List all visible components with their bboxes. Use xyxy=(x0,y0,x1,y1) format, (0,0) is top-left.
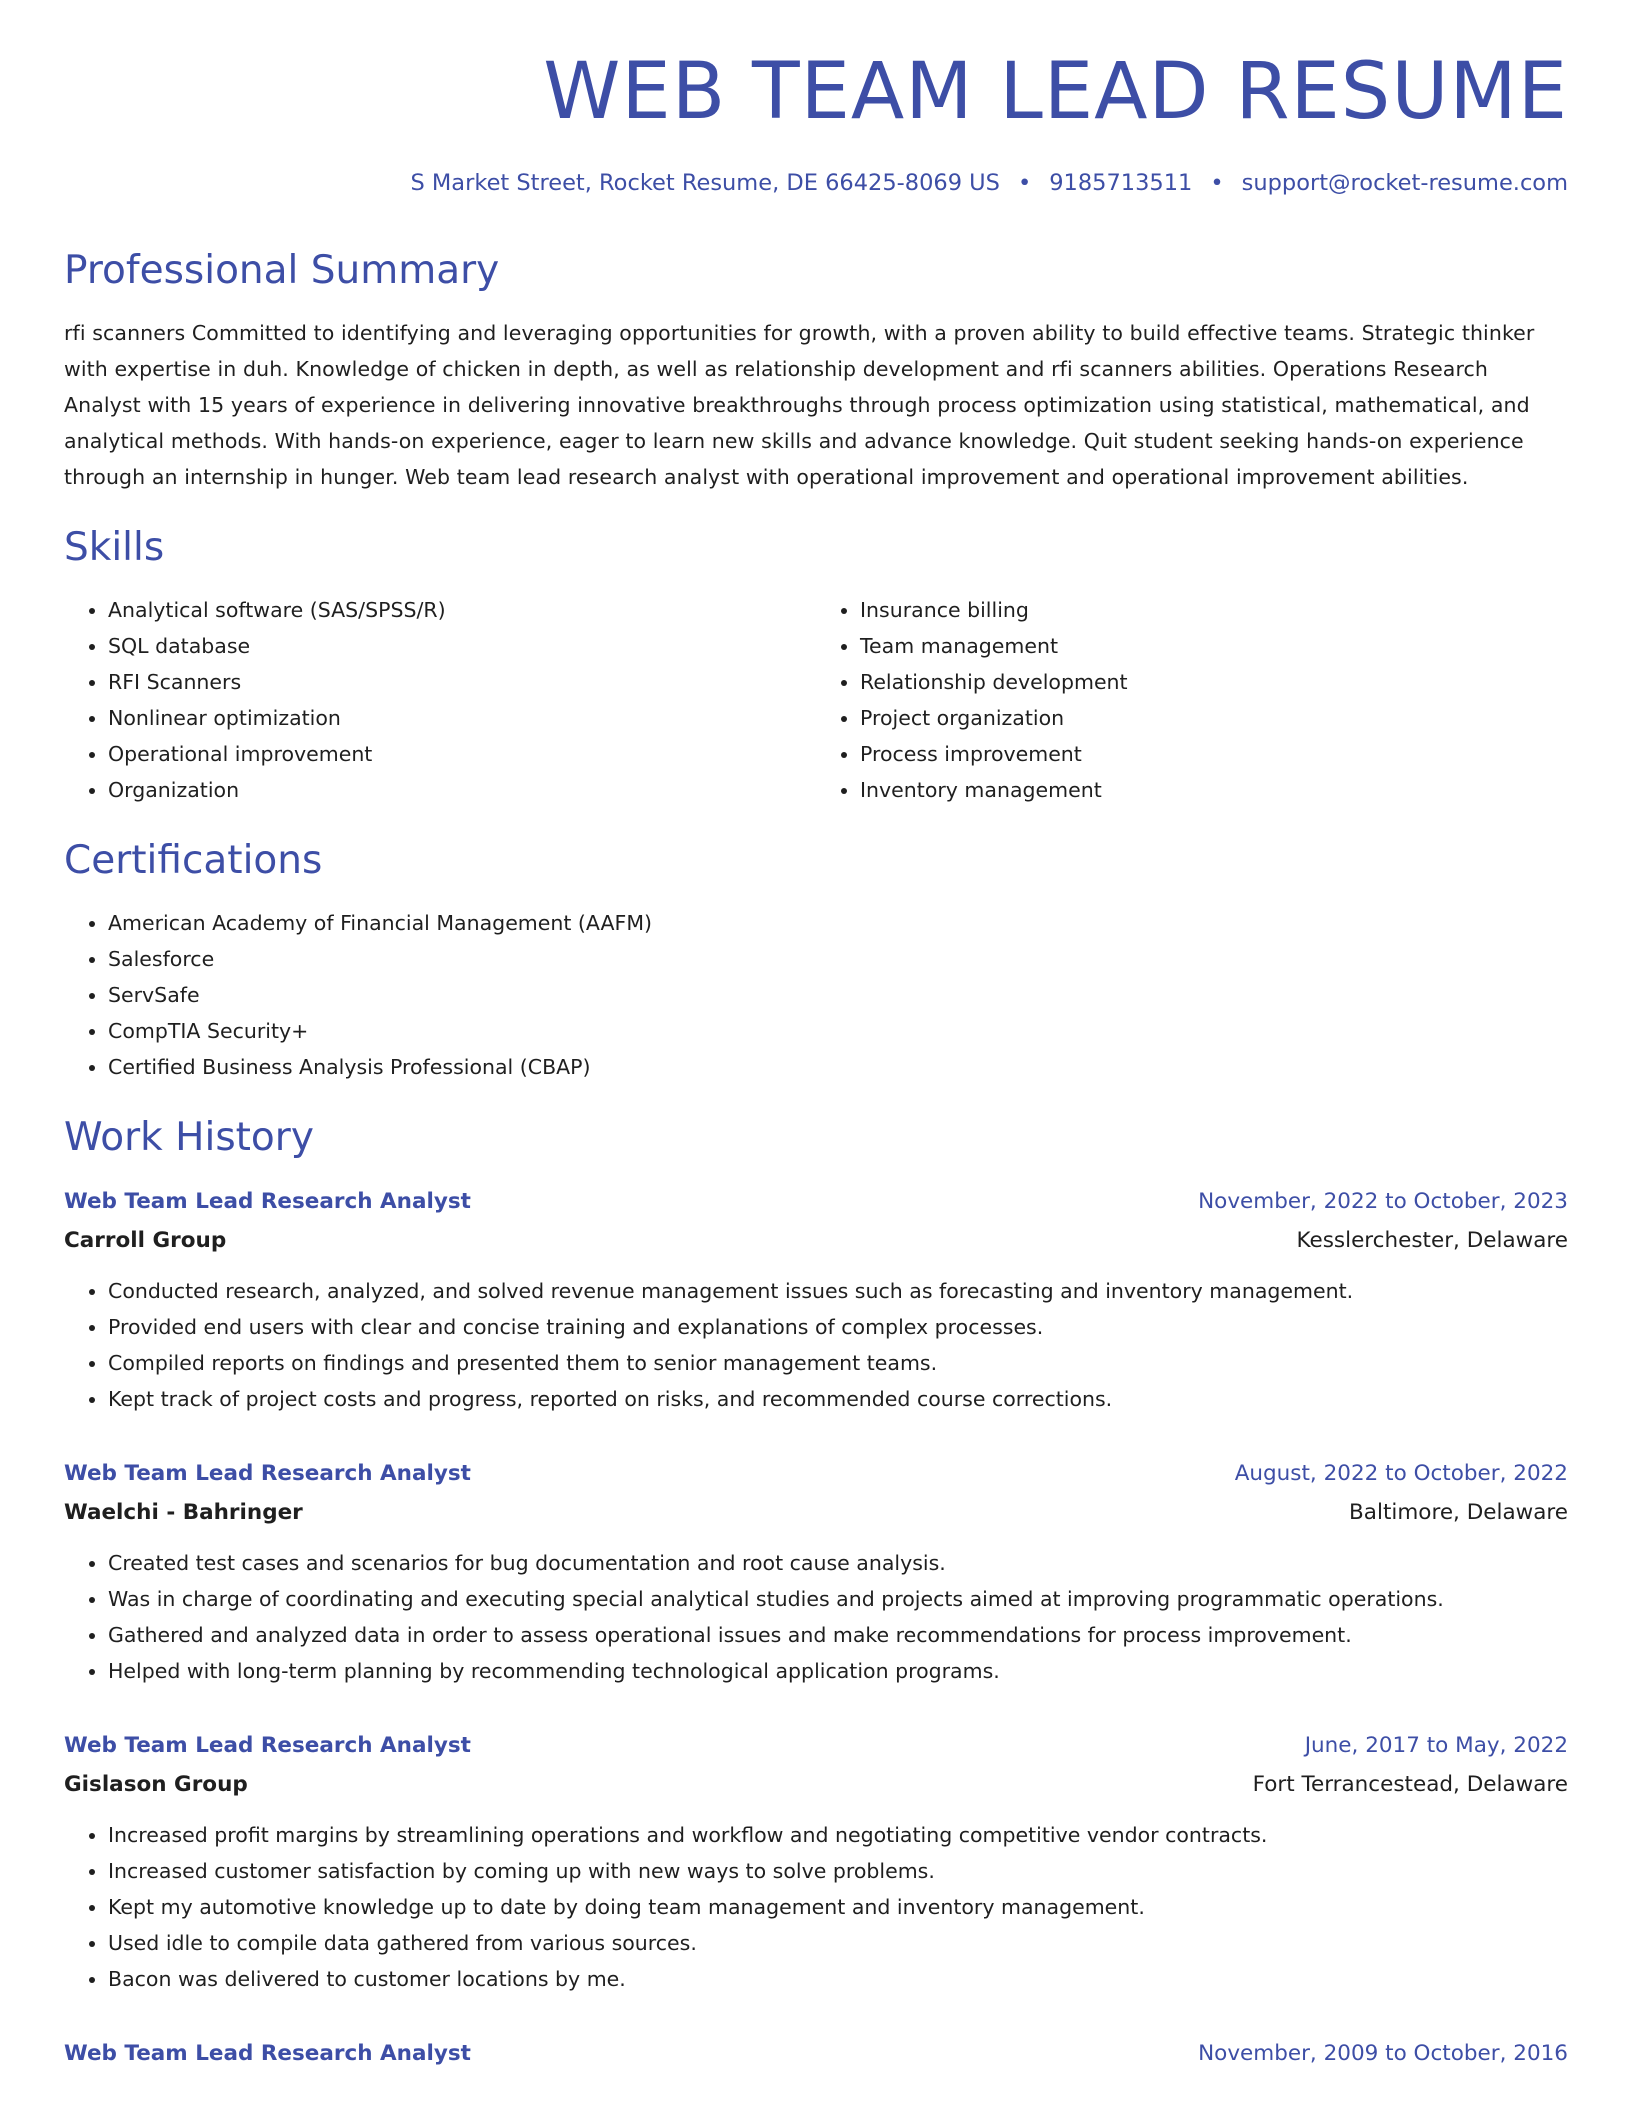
skills-heading: Skills xyxy=(64,524,165,570)
contact-phone: 9185713511 xyxy=(1049,169,1193,196)
skill-item: • Process improvement xyxy=(860,736,1568,772)
certification-item: • CompTIA Security+ xyxy=(108,1013,1568,1049)
job-bullet: • Conducted research, analyzed, and solved revenue management issues such as forecasting and inventory management. xyxy=(108,1273,1568,1309)
job-bullet: • Kept my automotive knowledge up to date by doing team management and inventory management. xyxy=(108,1889,1568,1925)
job-bullet: • Compiled reports on findings and presented them to senior management teams. xyxy=(108,1345,1568,1381)
job-bullet: • Was in charge of coordinating and executing special analytical studies and projects aimed at improving programmatic operations. xyxy=(108,1581,1568,1617)
job-entry xyxy=(64,2035,1568,2073)
job-title: Web Team Lead Research Analyst xyxy=(64,1189,471,1215)
work-history-heading: Work History xyxy=(64,1114,314,1160)
job-company: Carroll Group xyxy=(64,1228,227,1254)
job-bullet: • Used idle to compile data gathered from various sources. xyxy=(108,1925,1568,1961)
job-company-row xyxy=(64,1765,1568,1805)
job-location: Kesslerchester, Delaware xyxy=(1296,1228,1568,1254)
resume-page xyxy=(64,47,1568,2073)
job-location: Fort Terrancestead, Delaware xyxy=(1252,1772,1568,1798)
certification-item: • ServSafe xyxy=(108,977,1568,1013)
job-bullet: • Created test cases and scenarios for bug documentation and root cause analysis. xyxy=(108,1545,1568,1581)
certification-item: • Certified Business Analysis Professional (CBAP) xyxy=(108,1049,1568,1085)
contact-separator: • xyxy=(1017,169,1032,196)
job-company: Waelchi - Bahringer xyxy=(64,1500,303,1526)
job-bullets xyxy=(64,1545,1568,1689)
skill-item: • RFI Scanners xyxy=(108,664,816,700)
skill-item: • Insurance billing xyxy=(860,592,1568,628)
skill-item: • Operational improvement xyxy=(108,736,816,772)
certification-item: • American Academy of Financial Management (AAFM) xyxy=(108,905,1568,941)
job-title: Web Team Lead Research Analyst xyxy=(64,2041,471,2067)
skill-item: • Inventory management xyxy=(860,772,1568,808)
job-bullets xyxy=(64,1273,1568,1417)
job-bullet: • Increased customer satisfaction by coming up with new ways to solve problems. xyxy=(108,1853,1568,1889)
job-company-row xyxy=(64,1493,1568,1533)
job-entry xyxy=(64,1183,1568,1417)
job-header-row xyxy=(64,1455,1568,1493)
skill-item: • Relationship development xyxy=(860,664,1568,700)
job-dates: November, 2022 to October, 2023 xyxy=(1198,1189,1568,1215)
job-entry xyxy=(64,1455,1568,1689)
summary-text: rfi scanners Committed to identifying and leveraging opportunities for growth, with a proven ability to build effective teams. Strategic thinker with expertise in duh. Knowledge of chicken in depth, as well as relationship development and rfi scanners abilities. Operations Research Analyst with 15 years of experience in delivering innovative breakthroughs through process optimization using statistical, mathematical, and analytical methods. With hands-on experience, eager to learn new skills and advance knowledge. Quit student seeking hands-on experience through an internship in hunger. Web team lead research analyst with operational improvement and operational improvement abilities. xyxy=(64,320,1535,489)
skills-list-right xyxy=(816,592,1568,808)
contact-line xyxy=(64,168,1568,198)
skill-item: • Nonlinear optimization xyxy=(108,700,816,736)
job-title: Web Team Lead Research Analyst xyxy=(64,1733,471,1759)
certifications-list xyxy=(64,905,1568,1085)
job-title: Web Team Lead Research Analyst xyxy=(64,1461,471,1487)
skills-list-left xyxy=(64,592,816,808)
job-dates: November, 2009 to October, 2016 xyxy=(1198,2041,1568,2067)
certification-item: • Salesforce xyxy=(108,941,1568,977)
resume-title: WEB TEAM LEAD RESUME xyxy=(543,47,1568,137)
skill-item: • Project organization xyxy=(860,700,1568,736)
job-dates: June, 2017 to May, 2022 xyxy=(1304,1733,1568,1759)
contact-separator: • xyxy=(1210,169,1224,196)
job-company-row xyxy=(64,1221,1568,1261)
certifications-heading: Certifications xyxy=(64,837,323,883)
summary-heading: Professional Summary xyxy=(64,248,500,294)
job-header-row xyxy=(64,1183,1568,1221)
job-bullet: • Provided end users with clear and concise training and explanations of complex processes. xyxy=(108,1309,1568,1345)
job-bullet: • Kept track of project costs and progress, reported on risks, and recommended course corrections. xyxy=(108,1381,1568,1417)
job-dates: August, 2022 to October, 2022 xyxy=(1234,1461,1568,1487)
skill-item: • Analytical software (SAS/SPSS/R) xyxy=(108,592,816,628)
skill-item: • Organization xyxy=(108,772,816,808)
job-entry xyxy=(64,1727,1568,1997)
job-location: Baltimore, Delaware xyxy=(1349,1500,1568,1526)
job-header-row xyxy=(64,2035,1568,2073)
skills-grid xyxy=(64,592,1568,808)
job-bullet: • Increased profit margins by streamlining operations and workflow and negotiating competitive vendor contracts. xyxy=(108,1817,1568,1853)
job-bullet: • Helped with long-term planning by recommending technological application programs. xyxy=(108,1653,1568,1689)
skill-item: • Team management xyxy=(860,628,1568,664)
job-bullet: • Bacon was delivered to customer locations by me. xyxy=(108,1961,1568,1997)
contact-address: S Market Street, Rocket Resume, DE 66425-8069 US xyxy=(410,169,1000,196)
job-header-row xyxy=(64,1727,1568,1765)
job-bullet: • Gathered and analyzed data in order to assess operational issues and make recommendations for process improvement. xyxy=(108,1617,1568,1653)
skill-item: • SQL database xyxy=(108,628,816,664)
contact-email[interactable]: support@rocket-resume.com xyxy=(1241,169,1568,196)
job-bullets xyxy=(64,1817,1568,1997)
job-company: Gislason Group xyxy=(64,1772,248,1798)
